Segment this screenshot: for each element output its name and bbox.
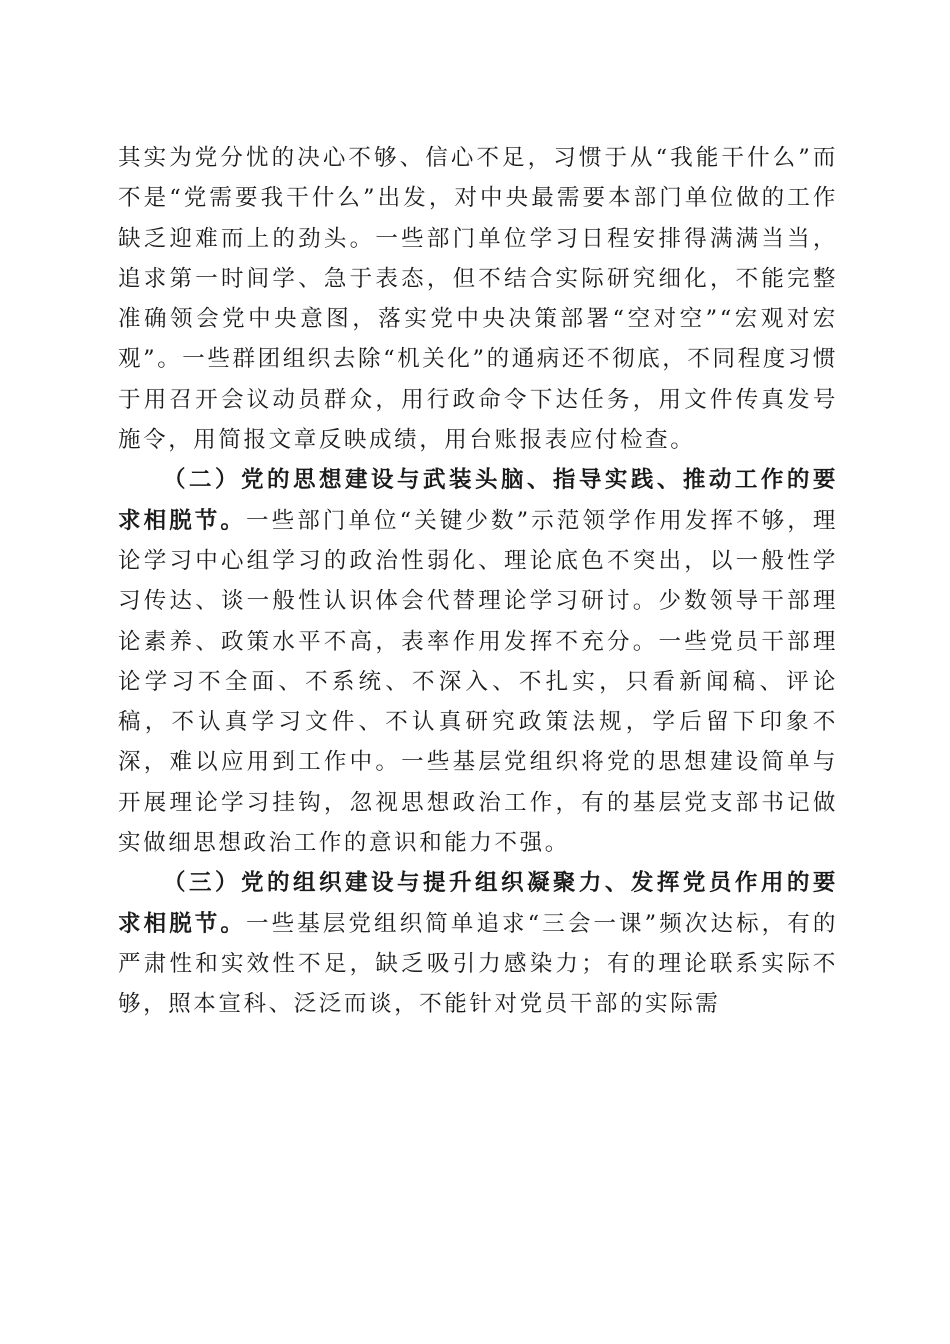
paragraph-section-3 [118, 863, 838, 1024]
document-body [118, 138, 838, 1025]
section-heading-2: （二）党的思想建设与武装头脑、指导实践、推动工作的要求相脱节。 [118, 467, 838, 534]
paragraph-continuation [118, 138, 838, 460]
paragraph-body: 一些部门单位“关键少数”示范领学作用发挥不够，理论学习中心组学习的政治性弱化、理论底色不突出，以一般性学习传达、谈一般性认识体会代替理论学习研讨。少数领导干部理论素养、政策水平不高，表率作用发挥不充分。一些党员干部理论学习不全面、不系统、不深入、不扎实，只看新闻稿、评论稿，不认真学习文件、不认真研究政策法规，学后留下印象不深，难以应用到工作中。一些基层党组织将党的思想建设简单与开展理论学习挂钩，忽视思想政治工作，有的基层党支部书记做实做细思想政治工作的意识和能力不强。 [118, 507, 838, 857]
paragraph-body: 其实为党分忧的决心不够、信心不足，习惯于从“我能干什么”而不是“党需要我干什么”出发，对中央最需要本部门单位做的工作缺乏迎难而上的劲头。一些部门单位学习日程安排得满满当当，追求第一时间学、急于表态，但不结合实际研究细化，不能完整准确领会党中央意图，落实党中央决策部署“空对空”“宏观对宏观”。一些群团组织去除“机关化”的通病还不彻底，不同程度习惯于用召开会议动员群众，用行政命令下达任务，用文件传真发号施令，用简报文章反映成绩，用台账报表应付检查。 [118, 145, 839, 454]
section-heading-3: （三）党的组织建设与提升组织凝聚力、发挥党员作用的要求相脱节。 [118, 870, 838, 937]
paragraph-body: 一些基层党组织简单追求“三会一课”频次达标，有的严肃性和实效性不足，缺乏吸引力感染力；有的理论联系实际不够，照本宣科、泛泛而谈，不能针对党员干部的实际需 [118, 910, 838, 1018]
paragraph-section-2 [118, 460, 838, 863]
